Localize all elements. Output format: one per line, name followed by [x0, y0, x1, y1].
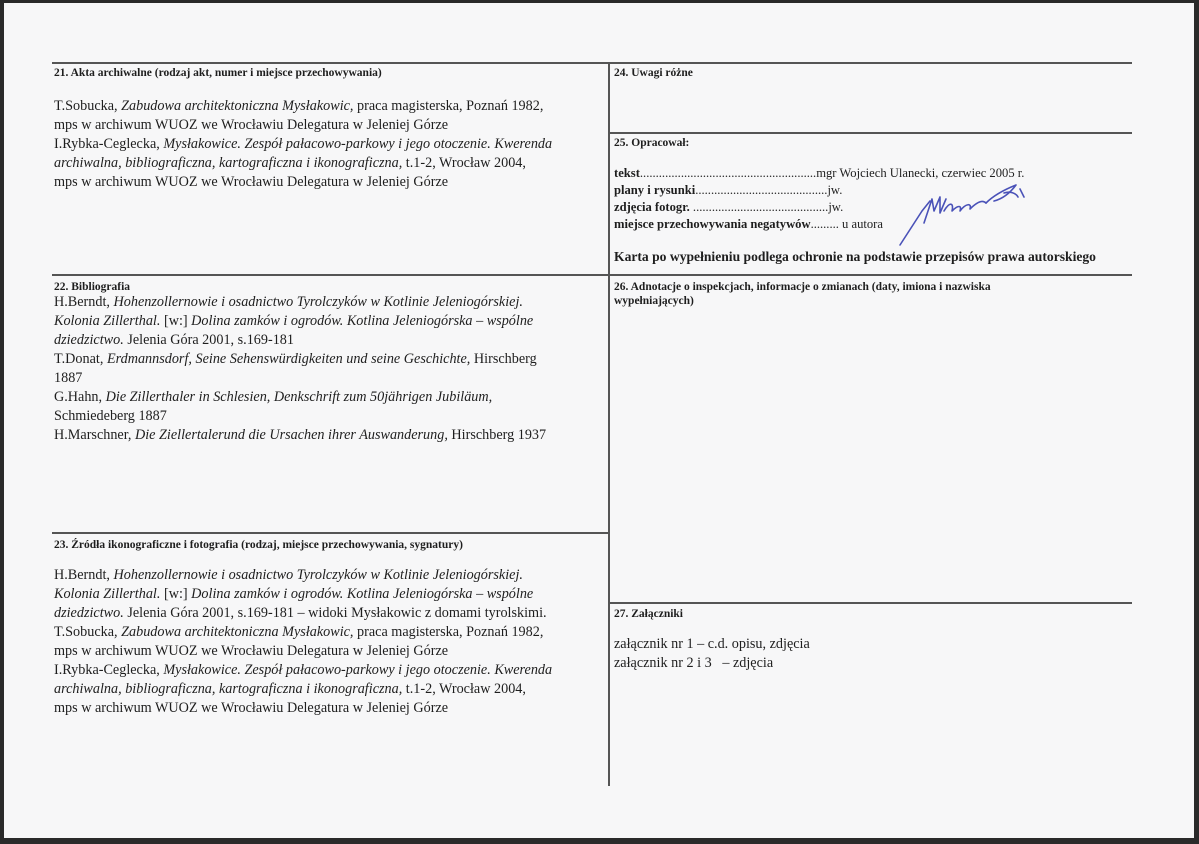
document-sheet [4, 3, 1194, 838]
rule-24-25 [609, 132, 1132, 134]
ref-line: T.Sobucka, Zabudowa architektoniczna Mysłakowic, praca magisterska, Poznań 1982, [54, 624, 544, 640]
attachment-item: załącznik nr 1 – c.d. opisu, zdjęcia [614, 636, 810, 652]
ref-line: archiwalna, bibliograficzna, kartograficzna i ikonograficzna, t.1-2, Wrocław 2004, [54, 681, 526, 697]
signature-icon [894, 181, 1044, 249]
ref-line: mps w archiwum WUOZ we Wrocławiu Delegatura w Jeleniej Górze [54, 174, 449, 190]
copyright-notice: Karta po wypełnieniu podlega ochronie na podstawie przepisów prawa autorskiego [614, 249, 1096, 264]
ref-line: T.Donat, Erdmannsdorf, Seine Sehenswürdigkeiten und seine Geschichte, Hirschberg [54, 351, 537, 367]
section-26-heading-line1: 26. Adnotacje o inspekcjach, informacje o zmianach (daty, imiona i nazwiska [614, 281, 991, 293]
attachment-item: załącznik nr 2 i 3 – zdjęcia [614, 655, 774, 671]
ref-line: G.Hahn, Die Zillerthaler in Schlesien, Denkschrift zum 50jährigen Jubiläum, [54, 389, 493, 405]
rule-21-22 [52, 274, 1132, 276]
ref-line: dziedzictwo. Jelenia Góra 2001, s.169-181 [54, 332, 294, 348]
ref-line: Kolonia Zillerthal. [w:] Dolina zamków i ogrodów. Kotlina Jeleniogórska – wspólne [54, 313, 534, 329]
section-21-body [54, 97, 552, 192]
ref-line: H.Berndt, Hohenzollernowie i osadnictwo Tyrolczyków w Kotlinie Jeleniogórskiej. [54, 567, 523, 583]
ref-line: mps w archiwum WUOZ we Wrocławiu Delegatura w Jeleniej Górze [54, 643, 449, 659]
column-divider [608, 63, 610, 786]
section-26-heading-line2: wypełniających) [614, 295, 694, 307]
credit-row-photos: zdjęcia fotogr. ...........................................jw. [614, 200, 844, 214]
section-21-heading: 21. Akta archiwalne (rodzaj akt, numer i miejsce przechowywania) [54, 67, 382, 79]
top-rule [52, 62, 1132, 64]
section-23-heading: 23. Źródła ikonograficzne i fotografia (rodzaj, miejsce przechowywania, sygnatury) [54, 539, 463, 551]
rule-26-27 [609, 602, 1132, 604]
ref-line: Schmiedeberg 1887 [54, 408, 167, 424]
rule-22-23 [52, 532, 609, 534]
section-25-heading: 25. Opracował: [614, 137, 690, 149]
ref-line: archiwalna, bibliograficzna, kartograficzna i ikonograficzna, t.1-2, Wrocław 2004, [54, 155, 526, 171]
section-27-body [614, 635, 810, 673]
credit-row-text: tekst........................................................mgr Wojciech Ulanecki, czerwiec 2005 r. [614, 166, 1025, 180]
ref-line: dziedzictwo. Jelenia Góra 2001, s.169-181 – widoki Mysłakowic z domami tyrolskimi. [54, 605, 547, 621]
credit-row-negatives: miejsce przechowywania negatywów......... u autora [614, 217, 883, 231]
section-26-heading [614, 280, 991, 308]
ref-line: T.Sobucka, Zabudowa architektoniczna Mysłakowic, praca magisterska, Poznań 1982, [54, 98, 544, 114]
section-24-heading: 24. Uwagi różne [614, 67, 693, 79]
ref-line: mps w archiwum WUOZ we Wrocławiu Delegatura w Jeleniej Górze [54, 700, 449, 716]
ref-line: H.Berndt, Hohenzollernowie i osadnictwo Tyrolczyków w Kotlinie Jeleniogórskiej. [54, 294, 523, 310]
ref-line: mps w archiwum WUOZ we Wrocławiu Delegatura w Jeleniej Górze [54, 117, 449, 133]
ref-line: Kolonia Zillerthal. [w:] Dolina zamków i ogrodów. Kotlina Jeleniogórska – wspólne [54, 586, 534, 602]
section-22-body [54, 293, 546, 445]
section-27-heading: 27. Załączniki [614, 608, 684, 620]
ref-line: I.Rybka-Ceglecka, Mysłakowice. Zespół pałacowo-parkowy i jego otoczenie. Kwerenda [54, 662, 553, 678]
section-23-body [54, 566, 552, 718]
ref-line: 1887 [54, 370, 83, 386]
section-22-heading: 22. Bibliografia [54, 281, 131, 293]
ref-line: I.Rybka-Ceglecka, Mysłakowice. Zespół pałacowo-parkowy i jego otoczenie. Kwerenda [54, 136, 553, 152]
ref-line: H.Marschner, Die Ziellertalerund die Ursachen ihrer Auswanderung, Hirschberg 1937 [54, 427, 547, 443]
credit-row-plans: plany i rysunki..........................................jw. [614, 183, 843, 197]
